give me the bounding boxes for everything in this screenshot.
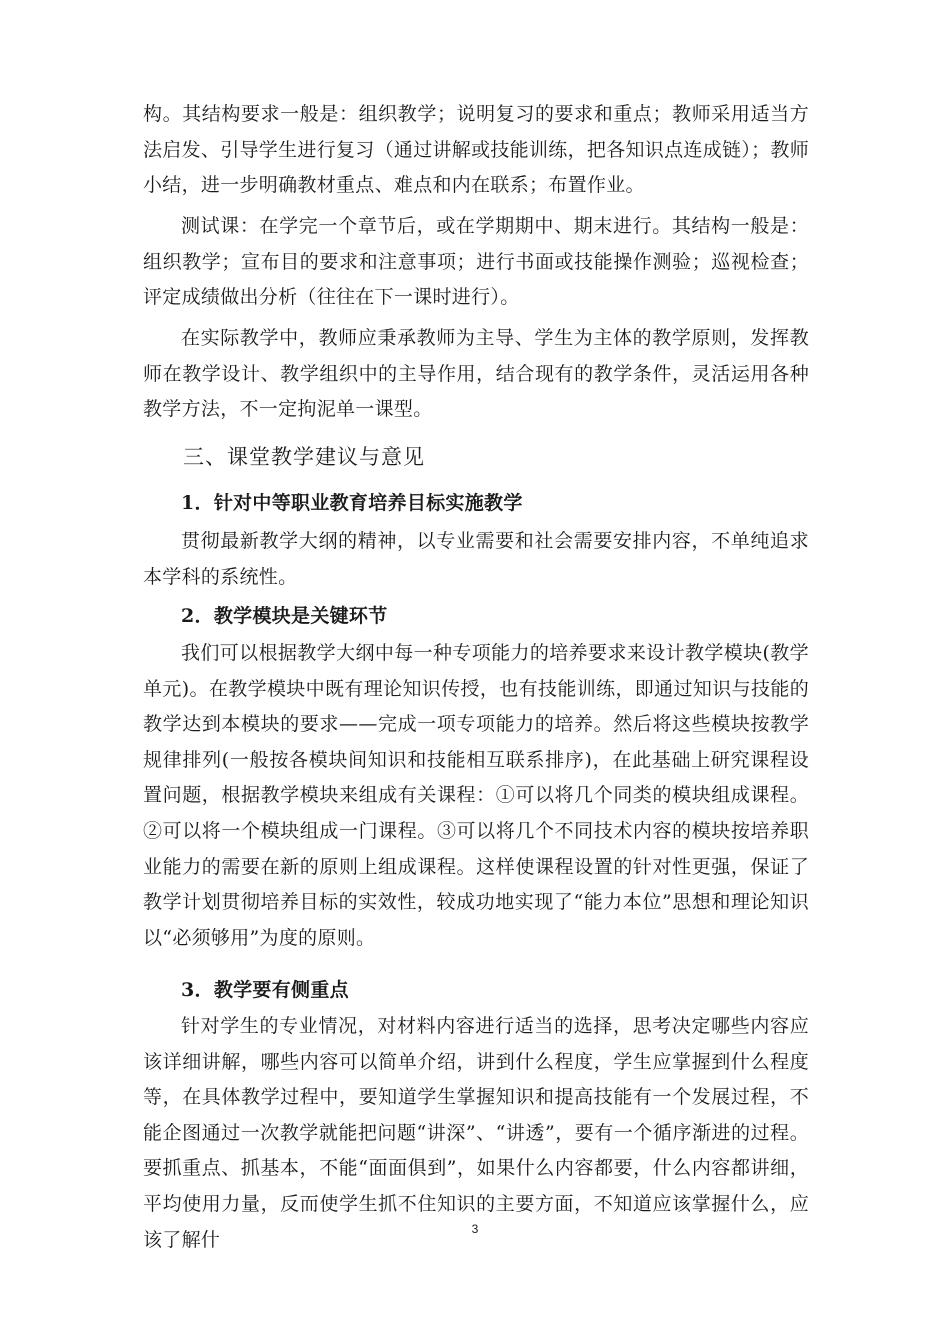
subsection-heading-2: 2．教学模块是关键环节 (181, 605, 388, 627)
paragraph-practice (143, 321, 809, 428)
paragraph-text: 构。其结构要求一般是：组织教学；说明复习的要求和重点；教师采用适当方法启发、引导学生进行复习（通过讲解或技能训练，把各知识点连成链）；教师小结，进一步明确教材重点、难点和内在联系；布置作业。 (143, 103, 810, 197)
subsection-heading-1: 1．针对中等职业教育培养目标实施教学 (181, 492, 523, 514)
paragraph-text: 贯彻最新教学大纲的精神，以专业需要和社会需要安排内容，不单纯追求本学科的系统性。 (143, 530, 809, 588)
paragraph-text: 在实际教学中，教师应秉承教师为主导、学生为主体的教学原则，发挥教师在教学设计、教学组织中的主导作用，结合现有的教学条件，灵活运用各种教学方法，不一定拘泥单一课型。 (143, 327, 809, 421)
page-number: 3 (471, 1222, 479, 1236)
paragraph-text: 我们可以根据教学大纲中每一种专项能力的培养要求来设计教学模块(教学单元)。在教学模块中既有理论知识传授，也有技能训练，即通过知识与技能的教学达到本模块的要求——完成一项专项能力的培养。然后将这些模块按教学规律排列(一般按各模块间知识和技能相互联系排序)，在此基础上研究课程设置问题，根据教学模块来组成有关课程：①可以将几个同类的模块组成课程。②可以将一个模块组成一门课程。③可以将几个不同技术内容的模块按培养职业能力的需要在新的原则上组成课程。这样使课程设置的针对性更强，保证了教学计划贯彻培养目标的实效性，较成功地实现了“能力本位”思想和理论知识以“必须够用”为度的原则。 (143, 642, 809, 949)
paragraph-review-structure (143, 97, 809, 204)
paragraph-text: 针对学生的专业情况，对材料内容进行适当的选择，思考决定哪些内容应该详细讲解，哪些内容可以简单介绍，讲到什么程度，学生应掌握到什么程度等，在具体教学过程中，要知道学生掌握知识和提高技能有一个发展过程，不能企图通过一次教学就能把问题“讲深”、“讲透”，要有一个循序渐进的过程。要抓重点、抓基本，不能“面面俱到”，如果什么内容都要，什么内容都讲细，平均使用力量，反而使学生抓不住知识的主要方面，不知道应该掌握什么，应该了解什 (143, 1015, 809, 1251)
subsection-heading-3: 3．教学要有侧重点 (181, 979, 349, 1001)
paragraph-text: 测试课：在学完一个章节后，或在学期期中、期末进行。其结构一般是：组织教学；宣布目的要求和注意事项；进行书面或技能操作测验；巡视检查；评定成绩做出分析（往往在下一课时进行）。 (143, 215, 809, 309)
section-heading: 三、课堂教学建议与意见 (183, 445, 425, 469)
paragraph-test-lesson (143, 209, 809, 316)
paragraph-goal (143, 524, 809, 595)
paragraph-focus (143, 1009, 809, 1258)
paragraph-modules (143, 636, 809, 956)
